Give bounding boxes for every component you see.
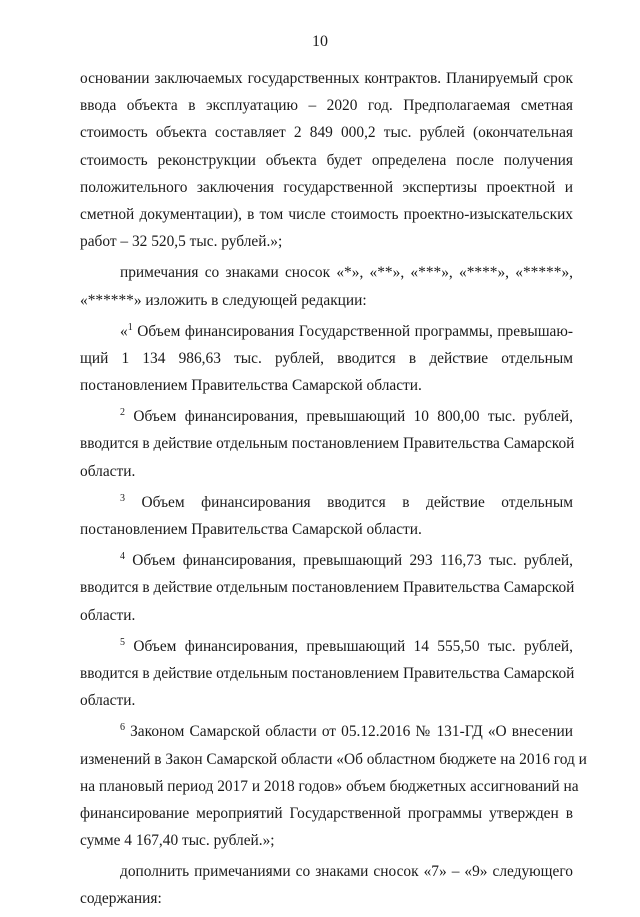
text-line: постановлением Правительства Самарской области. xyxy=(80,377,422,395)
text-line: ввода объекта в эксплуатацию – 2020 год. Предполагаемая сметная xyxy=(80,97,573,115)
text-line: на плановый период 2017 и 2018 годов» объем бюджетных ассигнований на xyxy=(80,777,579,795)
text-line: постановлением Правительства Самарской области. xyxy=(80,521,422,538)
text-segment: Объем финансирования, превышающий 14 555,50 тыс. рублей, xyxy=(125,637,573,655)
text-line: работ – 32 520,5 тыс. рублей.»; xyxy=(80,233,283,251)
document-body xyxy=(80,65,587,917)
text-line: вводится в действие отдельным постановлением Правительства Самарской xyxy=(80,435,575,453)
text-line xyxy=(80,318,573,345)
footnote-paragraph xyxy=(80,718,587,854)
text-line: «******» изложить в следующей редакции: xyxy=(80,291,367,309)
text-line: вводится в действие отдельным постановлением Правительства Самарской xyxy=(80,579,575,597)
footnote-paragraph xyxy=(80,489,573,543)
text-line: стоимость реконструкции объекта будет определена после получения xyxy=(80,151,573,169)
footnote-marker: 2 xyxy=(120,407,125,419)
paragraph xyxy=(80,259,573,313)
text-line xyxy=(80,718,573,745)
footnote-marker: 3 xyxy=(120,492,125,504)
text-line: области. xyxy=(80,462,136,480)
text-line xyxy=(80,489,573,516)
text-segment: Объем финансирования, превышающий 10 800,00 тыс. рублей, xyxy=(125,408,573,426)
text-line: дополнить примечаниями со знаками сносок «7» – «9» следующего xyxy=(120,863,573,881)
text-line: щий 1 134 986,63 тыс. рублей, вводится в действие отдельным xyxy=(80,349,573,367)
text-line: сумме 4 167,40 тыс. рублей.»; xyxy=(80,832,275,850)
text-line xyxy=(80,403,573,430)
text-segment: Объем финансирования вводится в действие отдельным xyxy=(125,493,573,511)
text-segment: Законом Самарской области от 05.12.2016 № 131-ГД «О внесении xyxy=(125,723,573,741)
footnote-marker: 6 xyxy=(120,722,125,734)
text-line: примечания со знаками сносок «*», «**», «***», «****», «*****», xyxy=(120,264,573,282)
text-line xyxy=(80,547,573,574)
text-line: области. xyxy=(80,692,136,710)
text-line xyxy=(80,633,573,660)
text-line: финансирование мероприятий Государственной программы утвержден в xyxy=(80,804,573,822)
text-line: содержания: xyxy=(80,890,162,908)
text-line: сметной документации), в том числе стоимость проектно-изыскательских xyxy=(80,205,573,223)
text-line: вводится в действие отдельным постановлением Правительства Самарской xyxy=(80,664,575,682)
footnote-marker: 4 xyxy=(120,551,125,563)
footnote-paragraph xyxy=(80,318,573,400)
footnote-marker: 5 xyxy=(120,636,125,648)
page-number: 10 xyxy=(312,33,328,50)
footnote-marker: 1 xyxy=(127,321,133,333)
open-quote: « xyxy=(120,322,128,340)
text-line: области. xyxy=(80,606,136,624)
text-line: изменений в Закон Самарской области «Об областном бюджете на 2016 год и xyxy=(80,750,587,768)
text-line: положительного заключения государственной экспертизы проектной и xyxy=(80,178,573,196)
text-line: основании заключаемых государственных контрактов. Планируемый срок xyxy=(80,70,573,87)
paragraph xyxy=(80,858,573,912)
text-line: стоимость объекта составляет 2 849 000,2 тыс. рублей (окончательная xyxy=(80,124,573,142)
footnote-paragraph xyxy=(80,633,573,715)
text-segment: Объем финансирования Государственной программы, превышаю- xyxy=(132,322,573,340)
footnote-paragraph xyxy=(80,403,573,485)
paragraph xyxy=(80,65,573,255)
footnote-paragraph xyxy=(80,547,573,629)
text-segment: Объем финансирования, превышающий 293 116,73 тыс. рублей, xyxy=(125,552,573,570)
